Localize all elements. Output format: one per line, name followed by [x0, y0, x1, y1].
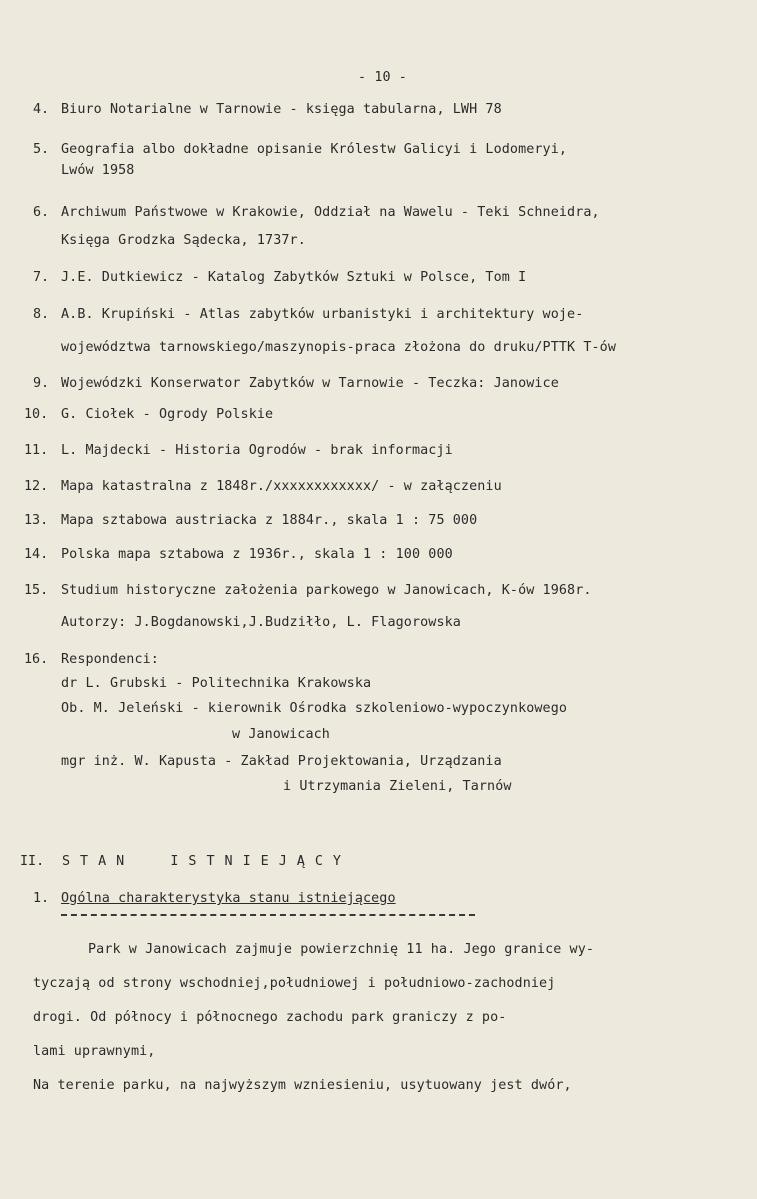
- body-line: drogi. Od północy i północnego zachodu park graniczy z po-: [33, 1010, 507, 1025]
- entry-text: Biuro Notarialne w Tarnowie - księga tabularna, LWH 78: [61, 102, 502, 117]
- entry-text: Księga Grodzka Sądecka, 1737r.: [61, 233, 306, 248]
- entry-number: 4.: [33, 102, 50, 117]
- section-title: STAN ISTNIEJĄCY: [62, 854, 351, 869]
- entry-number: 8.: [33, 307, 50, 322]
- entry-number: 13.: [24, 513, 49, 528]
- entry-text: G. Ciołek - Ogrody Polskie: [61, 407, 274, 422]
- body-line: tyczają od strony wschodniej,południowej i południowo-zachodniej: [33, 976, 556, 991]
- subsection-number: 1.: [33, 891, 50, 906]
- body-line: lami uprawnymi,: [33, 1044, 156, 1059]
- entry-number: 15.: [24, 583, 49, 598]
- respondent-line: mgr inż. W. Kapusta - Zakład Projektowania, Urządzania: [61, 754, 502, 769]
- page-number: - 10 -: [358, 70, 407, 85]
- entry-text: województwa tarnowskiego/maszynopis-praca złożona do druku/PTTK T-ów: [61, 340, 617, 355]
- entry-number: 14.: [24, 547, 49, 562]
- respondent-line: i Utrzymania Zieleni, Tarnów: [283, 779, 512, 794]
- entry-number: 10.: [24, 407, 49, 422]
- entry-text: Wojewódzki Konserwator Zabytków w Tarnowie - Teczka: Janowice: [61, 376, 559, 391]
- entry-text: Lwów 1958: [61, 163, 135, 178]
- section-number: II.: [20, 854, 45, 869]
- respondent-line: dr L. Grubski - Politechnika Krakowska: [61, 676, 372, 691]
- entry-number: 7.: [33, 270, 50, 285]
- entry-text: L. Majdecki - Historia Ogrodów - brak informacji: [61, 443, 453, 458]
- entry-text: J.E. Dutkiewicz - Katalog Zabytków Sztuki w Polsce, Tom I: [61, 270, 527, 285]
- double-underline-rule: [61, 914, 475, 916]
- entry-text: Mapa sztabowa austriacka z 1884r., skala 1 : 75 000: [61, 513, 478, 528]
- entry-text: Studium historyczne założenia parkowego w Janowicach, K-ów 1968r.: [61, 583, 592, 598]
- entry-number: 11.: [24, 443, 49, 458]
- entry-text: Archiwum Państwowe w Krakowie, Oddział na Wawelu - Teki Schneidra,: [61, 205, 600, 220]
- respondent-line: Ob. M. Jeleński - kierownik Ośrodka szkoleniowo-wypoczynkowego: [61, 701, 568, 716]
- entry-text: Respondenci:: [61, 652, 159, 667]
- entry-number: 6.: [33, 205, 50, 220]
- entry-text: Polska mapa sztabowa z 1936r., skala 1 : 100 000: [61, 547, 453, 562]
- entry-text: Autorzy: J.Bogdanowski,J.Budziłło, L. Flagorowska: [61, 615, 461, 630]
- entry-number: 9.: [33, 376, 50, 391]
- entry-number: 16.: [24, 652, 49, 667]
- entry-number: 12.: [24, 479, 49, 494]
- subsection-title: Ogólna charakterystyka stanu istniejącego: [61, 891, 396, 906]
- respondent-line: w Janowicach: [232, 727, 330, 742]
- body-line: Park w Janowicach zajmuje powierzchnię 11 ha. Jego granice wy-: [88, 942, 595, 957]
- entry-number: 5.: [33, 142, 50, 157]
- entry-text: A.B. Krupiński - Atlas zabytków urbanistyki i architektury woje-: [61, 307, 584, 322]
- entry-text: Geografia albo dokładne opisanie Królestw Galicyi i Lodomeryi,: [61, 142, 568, 157]
- entry-text: Mapa katastralna z 1848r./xxxxxxxxxxxx/ - w załączeniu: [61, 479, 502, 494]
- body-line: Na terenie parku, na najwyższym wzniesieniu, usytuowany jest dwór,: [33, 1078, 572, 1093]
